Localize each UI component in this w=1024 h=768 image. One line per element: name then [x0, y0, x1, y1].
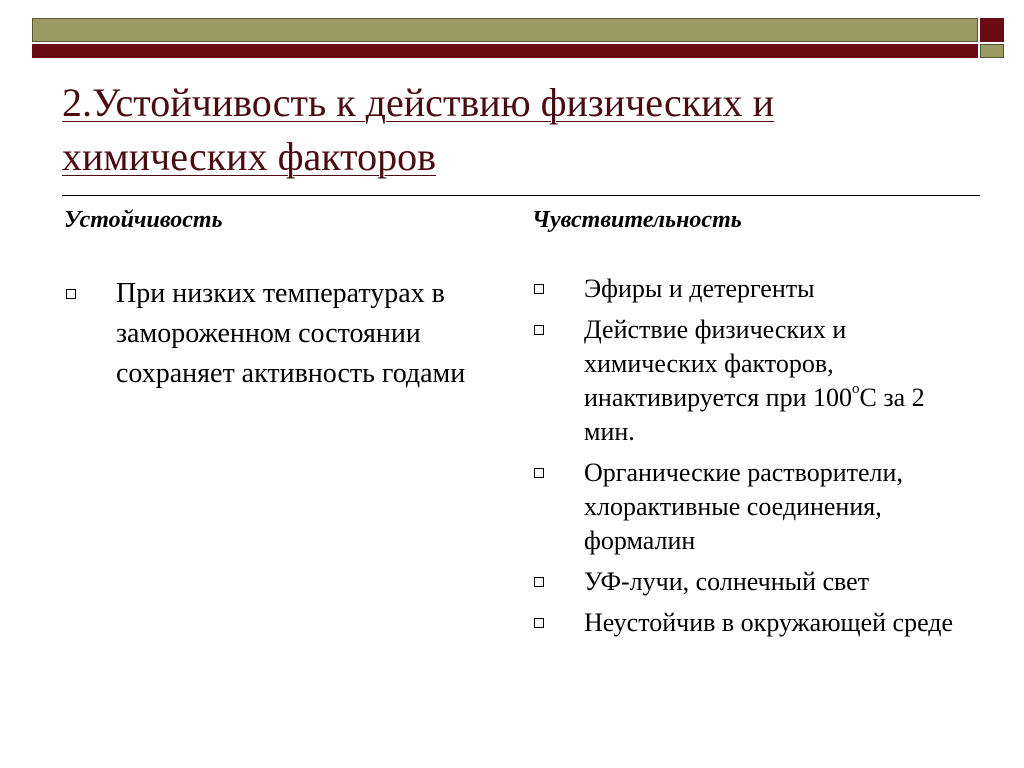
square-bullet-icon [534, 325, 544, 335]
list-item [530, 456, 970, 558]
list-item [530, 272, 970, 306]
list-item-text: При низких температурах в замороженном состоянии сохраняет активность годами [116, 278, 466, 389]
square-bullet-icon [534, 284, 544, 294]
header-square-maroon [980, 18, 1004, 42]
square-bullet-icon [534, 577, 544, 587]
list-item [530, 313, 970, 449]
column-heading-resistance: Устойчивость [64, 207, 223, 233]
header-bar-maroon [32, 44, 978, 58]
list-item-text: Неустойчив в окружающей среде [584, 608, 954, 637]
list-item [530, 606, 970, 640]
column-heading-sensitivity: Чувствительность [532, 207, 742, 233]
degree-superscript: о [852, 381, 860, 398]
temperature-unit: С [859, 383, 877, 412]
list-item-text: Органические растворители, хлорактивные соединения, формалин [584, 458, 903, 555]
title-divider [62, 195, 980, 196]
duration-text: за 2 мин. [584, 383, 925, 446]
sensitivity-list [530, 272, 970, 647]
square-bullet-icon [66, 289, 76, 299]
header-square-olive [980, 44, 1004, 58]
list-item-text: Действие физических и химических факторов, инактивируется при 100 [584, 315, 852, 412]
list-item [530, 565, 970, 599]
resistance-list [62, 274, 502, 401]
slide-title-text: 2.Устойчивость к действию физических и химических факторов [62, 80, 774, 179]
list-item [62, 274, 502, 394]
header-bar-olive [32, 18, 978, 42]
slide-title [62, 76, 962, 184]
square-bullet-icon [534, 618, 544, 628]
list-item-text: Эфиры и детергенты [584, 274, 815, 303]
list-item-text: УФ-лучи, солнечный свет [584, 567, 870, 596]
square-bullet-icon [534, 468, 544, 478]
